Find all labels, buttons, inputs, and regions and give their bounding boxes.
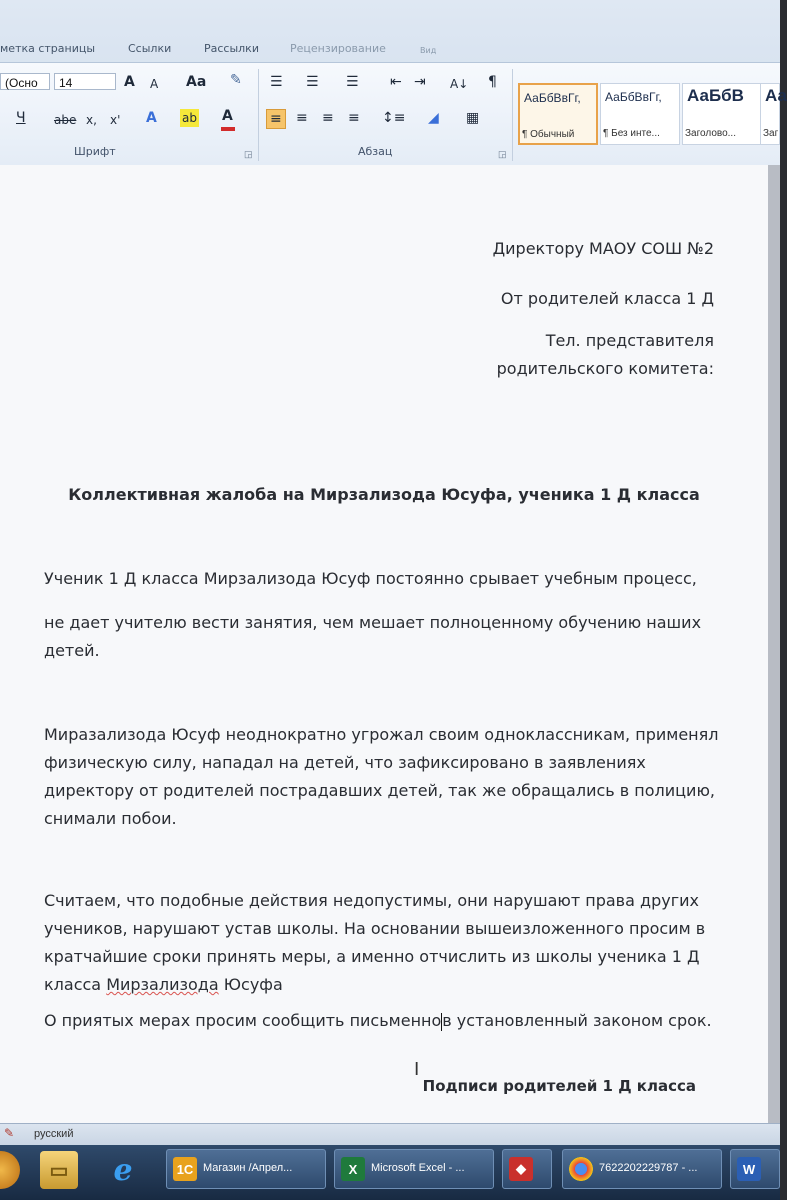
internet-explorer-icon[interactable]: e bbox=[113, 1152, 133, 1188]
taskbar-item-label: Microsoft Excel - ... bbox=[371, 1162, 465, 1174]
bullets-button[interactable]: ☰ bbox=[270, 74, 283, 90]
grow-font-button[interactable]: A bbox=[124, 74, 135, 90]
superscript-button[interactable]: x' bbox=[110, 113, 121, 127]
paragraph-4 bbox=[44, 1007, 724, 1035]
font-size-combobox[interactable]: 14 bbox=[54, 73, 116, 90]
shrink-font-button[interactable]: A bbox=[150, 77, 159, 91]
sort-button[interactable]: A↓ bbox=[450, 77, 469, 91]
taskbar-item-chrome[interactable] bbox=[562, 1149, 722, 1189]
taskbar-item-1c[interactable] bbox=[166, 1149, 326, 1189]
font-group-label: Шрифт bbox=[74, 145, 116, 158]
style-no-spacing[interactable] bbox=[600, 83, 680, 145]
font-dialog-launcher-icon[interactable]: ◲ bbox=[244, 149, 253, 159]
signatures-line: Подписи родителей 1 Д класса bbox=[422, 1077, 696, 1095]
font-name-combobox[interactable]: (Осно bbox=[0, 73, 50, 90]
tab-mailings[interactable]: Рассылки bbox=[204, 42, 259, 55]
tab-page-layout[interactable]: метка страницы bbox=[0, 42, 96, 55]
document-area[interactable] bbox=[0, 165, 780, 1123]
p3-student-name: Мирзализода bbox=[106, 975, 219, 994]
ribbon bbox=[0, 0, 787, 166]
p4-text: в установленный законом срок. bbox=[442, 1011, 712, 1030]
style-name: Заголово... bbox=[685, 128, 736, 139]
style-sample: Аа bbox=[765, 86, 787, 105]
excel-icon: X bbox=[341, 1157, 365, 1181]
paragraph-3 bbox=[44, 887, 724, 999]
p1-class-letter: Д bbox=[123, 569, 137, 588]
line-spacing-button[interactable]: ↕≡ bbox=[382, 110, 406, 126]
taskbar-item-word[interactable] bbox=[730, 1149, 780, 1189]
recipient-line: Директору МАОУ СОШ №2 bbox=[492, 239, 714, 258]
font-color-swatch bbox=[221, 127, 235, 131]
document-title: Коллективная жалоба на Мирзализода Юсуфа, ученика 1 Д класса bbox=[68, 485, 700, 504]
phone-line: Тел. представителя bbox=[545, 331, 714, 350]
paragraph-group-label: Абзац bbox=[358, 145, 393, 158]
separator bbox=[258, 69, 259, 161]
font-color-button[interactable]: A bbox=[222, 108, 233, 124]
app-icon: ◆ bbox=[509, 1157, 533, 1181]
style-heading-2[interactable] bbox=[760, 83, 787, 145]
justify-button[interactable]: ≡ bbox=[348, 110, 360, 126]
paragraph-1-continued: не дает учителю вести занятия, чем мешает полноценному обучению наших детей. bbox=[44, 613, 702, 660]
style-sample: АаБбВвГг, bbox=[605, 90, 662, 104]
style-name: ¶ Обычный bbox=[522, 129, 575, 140]
strikethrough-button[interactable]: abe bbox=[54, 113, 77, 127]
proofing-icon[interactable]: ✎ bbox=[4, 1126, 15, 1140]
tab-view[interactable]: Вид bbox=[420, 46, 437, 55]
numbering-button[interactable]: ☰ bbox=[306, 74, 319, 90]
clear-format-icon[interactable]: ✎ bbox=[230, 72, 242, 88]
style-name: ¶ Без инте... bbox=[603, 128, 660, 139]
p3-text: Юсуфа bbox=[218, 975, 283, 994]
decrease-indent-button[interactable]: ⇤ bbox=[390, 74, 402, 90]
start-orb-icon[interactable] bbox=[0, 1151, 20, 1189]
paragraph-dialog-launcher-icon[interactable]: ◲ bbox=[498, 149, 507, 159]
highlight-button[interactable]: ab bbox=[182, 111, 197, 125]
word-icon: W bbox=[737, 1157, 761, 1181]
p1-text: Ученик 1 bbox=[44, 569, 124, 588]
chrome-icon bbox=[569, 1157, 593, 1181]
tab-review[interactable]: Рецензирование bbox=[290, 42, 386, 55]
borders-button[interactable]: ▦ bbox=[466, 110, 480, 126]
p1-text: класса Мирзализода Юсуф постоянно срывает учебным процесс, bbox=[136, 569, 697, 588]
document-page[interactable] bbox=[0, 165, 768, 1123]
align-right-button[interactable]: ≡ bbox=[322, 110, 334, 126]
text-effects-button[interactable]: A bbox=[146, 110, 157, 126]
taskbar bbox=[0, 1145, 780, 1200]
ribbon-tabs bbox=[0, 36, 780, 62]
sender-line: От родителей класса 1 Д bbox=[500, 289, 714, 308]
ribbon-body bbox=[0, 62, 787, 166]
show-formatting-button[interactable]: ¶ bbox=[488, 74, 497, 90]
paragraph-1 bbox=[44, 565, 724, 593]
p4-text: О приятых мерах просим сообщить письменно bbox=[44, 1011, 442, 1030]
committee-line: родительского комитета: bbox=[496, 359, 714, 378]
style-normal[interactable] bbox=[518, 83, 598, 145]
ibeam-cursor-icon: I bbox=[414, 1059, 420, 1080]
separator bbox=[512, 69, 513, 161]
taskbar-item-excel[interactable] bbox=[334, 1149, 494, 1189]
underline-button[interactable]: Ч bbox=[16, 110, 26, 126]
style-sample: АаБбВ bbox=[687, 86, 744, 105]
multilevel-list-button[interactable]: ☰ bbox=[346, 74, 359, 90]
change-case-button[interactable]: Aa bbox=[186, 74, 207, 90]
subscript-button[interactable]: x, bbox=[86, 113, 97, 127]
status-bar bbox=[0, 1123, 780, 1146]
explorer-icon[interactable]: ▭ bbox=[40, 1151, 78, 1189]
taskbar-item-label: Магазин /Апрел... bbox=[203, 1162, 293, 1174]
align-left-button[interactable]: ≡ bbox=[266, 109, 286, 129]
style-sample: АаБбВвГг, bbox=[524, 91, 581, 105]
align-center-button[interactable]: ≡ bbox=[296, 110, 308, 126]
1c-icon: 1С bbox=[173, 1157, 197, 1181]
style-heading-1[interactable] bbox=[682, 83, 762, 145]
tab-references[interactable]: Ссылки bbox=[128, 42, 172, 55]
taskbar-item-app[interactable] bbox=[502, 1149, 552, 1189]
increase-indent-button[interactable]: ⇥ bbox=[414, 74, 426, 90]
p3-text: Считаем, что подобные действия недопустимы, они нарушают права других учеников, нарушают устав школы. На основании вышеизложенного просим в кратчайшие сроки принять меры, а именно отчислить из школы ученика 1 Д класса bbox=[44, 891, 706, 994]
language-indicator[interactable]: русский bbox=[34, 1128, 74, 1140]
shading-button[interactable]: ◢ bbox=[428, 110, 439, 126]
paragraph-2: Миразализода Юсуф неоднократно угрожал своим одноклассникам, применял физическую силу, нападал на детей, что зафиксировано в заявлениях директору от родителей пострадавших детей, так же обращались в полицию, снимали побои. bbox=[44, 725, 719, 828]
taskbar-item-label: 7622202229787 - ... bbox=[599, 1162, 698, 1174]
style-name: Заг bbox=[763, 128, 779, 139]
